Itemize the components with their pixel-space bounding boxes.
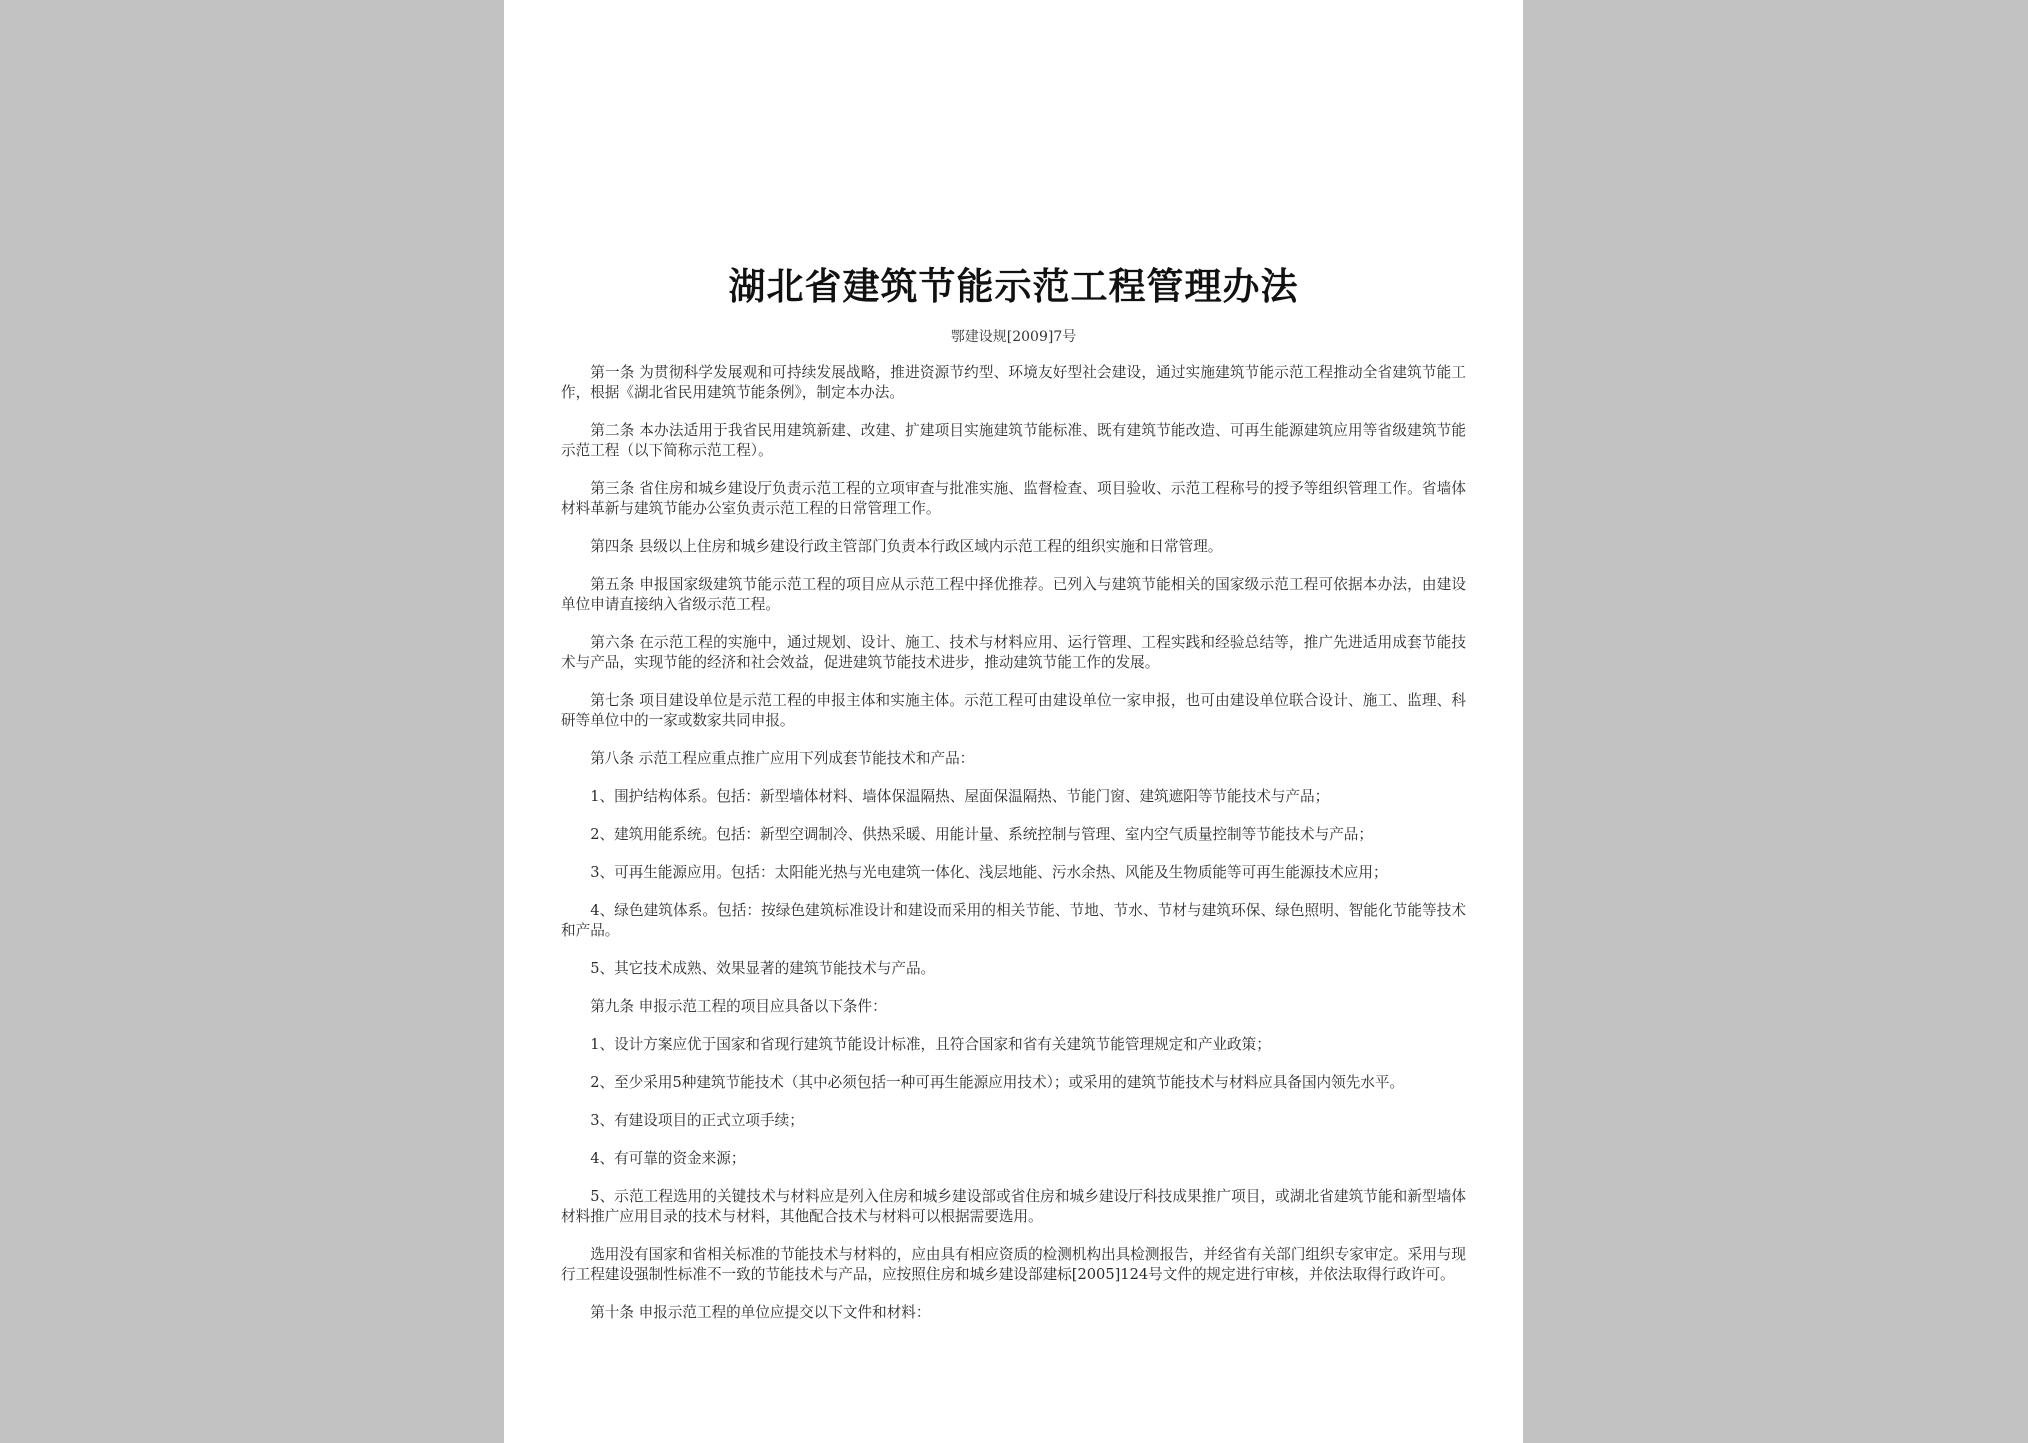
article-8-item-1: 1、围护结构体系。包括：新型墙体材料、墙体保温隔热、屋面保温隔热、节能门窗、建筑遮阳等节能技术与产品； [590, 788, 1330, 805]
article-8: 第八条 示范工程应重点推广应用下列成套节能技术和产品： [590, 750, 975, 767]
article-7: 第七条 项目建设单位是示范工程的申报主体和实施主体。示范工程可由建设单位一家申报，也可由建设单位联合设计、施工、监理、科研等单位中的一家或数家共同申报。 [561, 692, 1466, 729]
article-8-item-4: 4、绿色建筑体系。包括：按绿色建筑标准设计和建设而采用的相关节能、节地、节水、节材与建筑环保、绿色照明、智能化节能等技术和产品。 [561, 902, 1466, 939]
article-10: 第十条 申报示范工程的单位应提交以下文件和材料： [590, 1304, 931, 1321]
article-2: 第二条 本办法适用于我省民用建筑新建、改建、扩建项目实施建筑节能标准、既有建筑节能改造、可再生能源建筑应用等省级建筑节能示范工程（以下简称示范工程）。 [561, 422, 1466, 459]
article-5: 第五条 申报国家级建筑节能示范工程的项目应从示范工程中择优推荐。已列入与建筑节能相关的国家级示范工程可依据本办法，由建设单位申请直接纳入省级示范工程。 [561, 576, 1466, 613]
article-9-item-1: 1、设计方案应优于国家和省现行建筑节能设计标准，且符合国家和省有关建筑节能管理规定和产业政策； [590, 1036, 1271, 1053]
article-9-item-5: 5、示范工程选用的关键技术与材料应是列入住房和城乡建设部或省住房和城乡建设厅科技成果推广项目，或湖北省建筑节能和新型墙体材料推广应用目录的技术与材料，其他配合技术与材料可以根据需要选用。 [561, 1188, 1466, 1225]
article-9-note: 选用没有国家和省相关标准的节能技术与材料的，应由具有相应资质的检测机构出具检测报告，并经省有关部门组织专家审定。采用与现行工程建设强制性标准不一致的节能技术与产品，应按照住房和城乡建设部建标[2005]124号文件的规定进行审核，并依法取得行政许可。 [561, 1246, 1466, 1283]
article-3: 第三条 省住房和城乡建设厅负责示范工程的立项审查与批准实施、监督检查、项目验收、示范工程称号的授予等组织管理工作。省墙体材料革新与建筑节能办公室负责示范工程的日常管理工作。 [561, 480, 1466, 517]
article-6: 第六条 在示范工程的实施中，通过规划、设计、施工、技术与材料应用、运行管理、工程实践和经验总结等，推广先进适用成套节能技术与产品，实现节能的经济和社会效益，促进建筑节能技术进步，推动建筑节能工作的发展。 [561, 634, 1466, 671]
document-number: 鄂建设规[2009]7号 [950, 329, 1077, 345]
article-9-item-2: 2、至少采用5种建筑节能技术（其中必须包括一种可再生能源应用技术）；或采用的建筑节能技术与材料应具备国内领先水平。 [590, 1074, 1405, 1091]
article-8-item-3: 3、可再生能源应用。包括：太阳能光热与光电建筑一体化、浅层地能、污水余热、风能及生物质能等可再生能源技术应用； [590, 864, 1388, 881]
article-8-item-2: 2、建筑用能系统。包括：新型空调制冷、供热采暖、用能计量、系统控制与管理、室内空气质量控制等节能技术与产品； [590, 826, 1373, 843]
document-title: 湖北省建筑节能示范工程管理办法 [728, 265, 1299, 308]
article-4: 第四条 县级以上住房和城乡建设行政主管部门负责本行政区域内示范工程的组织实施和日常管理。 [590, 538, 1223, 555]
article-9-item-3: 3、有建设项目的正式立项手续； [590, 1112, 804, 1129]
article-1: 第一条 为贯彻科学发展观和可持续发展战略，推进资源节约型、环境友好型社会建设，通过实施建筑节能示范工程推动全省建筑节能工作，根据《湖北省民用建筑节能条例》，制定本办法。 [561, 364, 1466, 401]
document-body [561, 363, 1466, 1341]
article-9: 第九条 申报示范工程的项目应具备以下条件： [590, 998, 887, 1015]
article-9-item-4: 4、有可靠的资金来源； [590, 1150, 746, 1167]
document-page [504, 0, 1523, 1443]
article-8-item-5: 5、其它技术成熟、效果显著的建筑节能技术与产品。 [590, 960, 936, 977]
